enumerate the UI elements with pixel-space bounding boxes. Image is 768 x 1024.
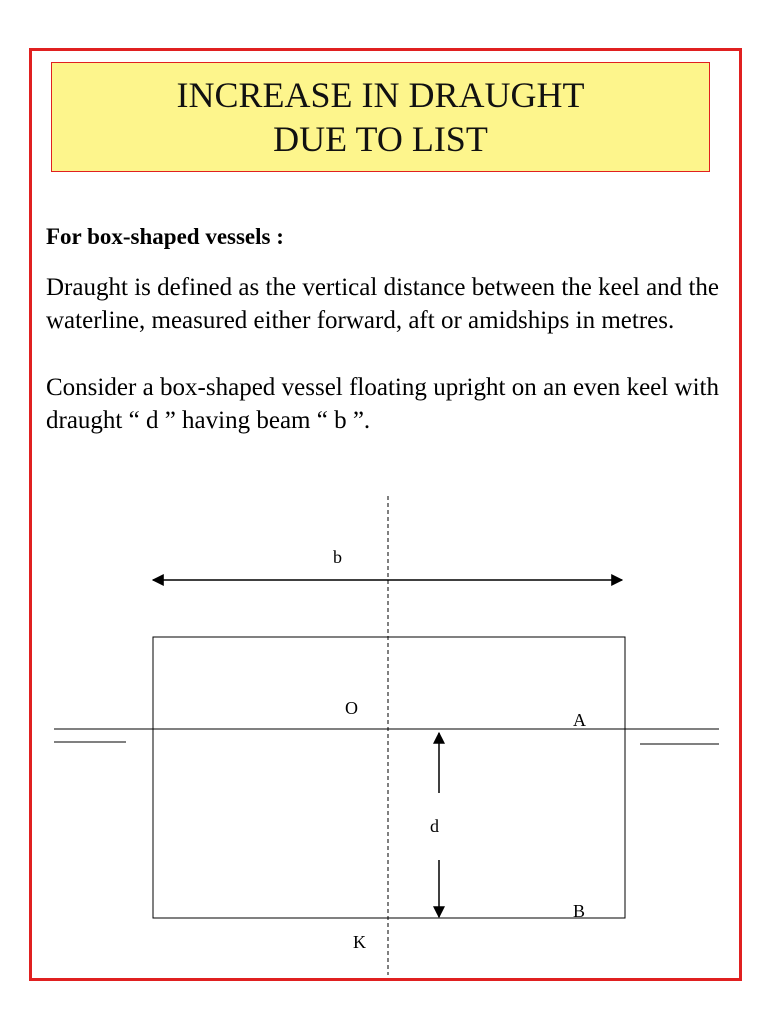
title-line-2: DUE TO LIST: [273, 119, 488, 159]
label-point-b: B: [573, 901, 586, 921]
label-draught: d: [430, 816, 439, 836]
vessel-box: [153, 637, 625, 918]
label-beam: b: [333, 547, 342, 567]
paragraph-definition: Draught is defined as the vertical distance between the keel and the waterline, measured either forward, aft or amidships in metres.: [46, 274, 719, 334]
label-point-a: A: [573, 710, 586, 730]
title-line-1: INCREASE IN DRAUGHT: [176, 75, 585, 115]
paragraph-consider: Consider a box-shaped vessel floating upright on an even keel with draught “ d ” having beam “ b ”.: [46, 374, 719, 434]
label-origin: O: [345, 698, 358, 718]
label-keel: K: [353, 932, 366, 952]
section-heading: For box-shaped vessels :: [46, 224, 284, 249]
